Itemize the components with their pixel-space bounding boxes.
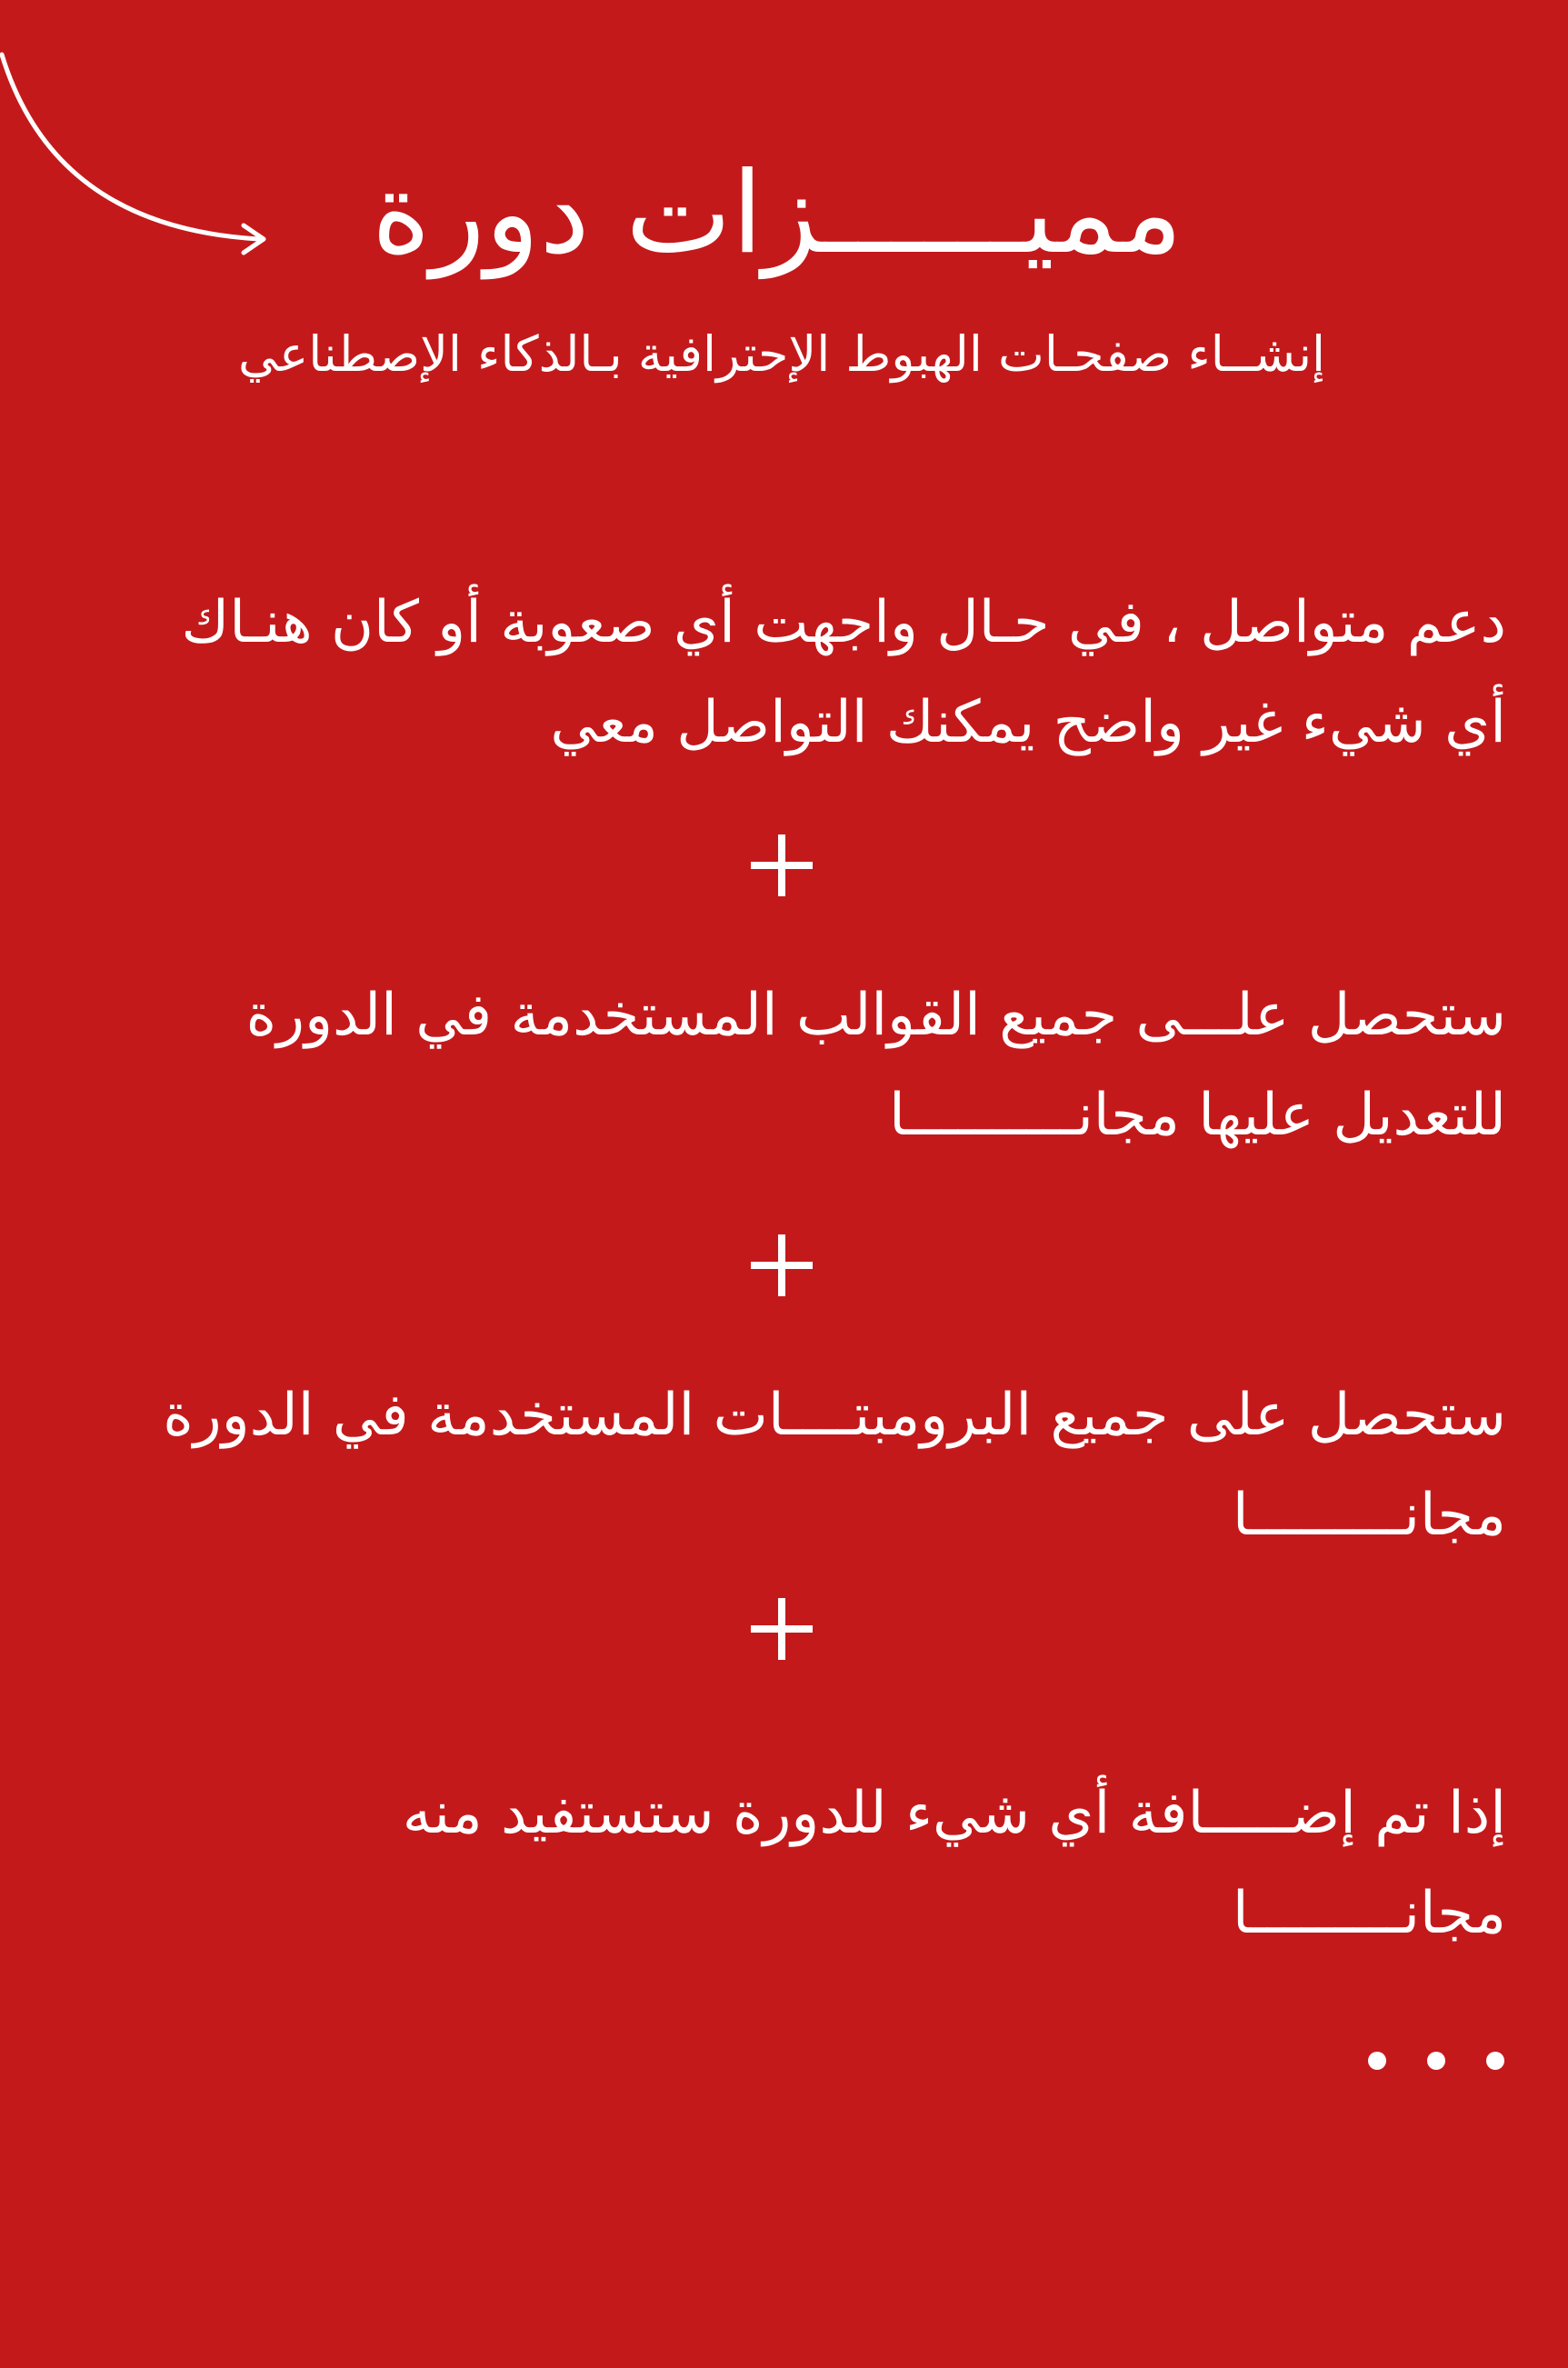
feature-text: ستحصل علـــى جميع القوالب المستخدمة في الدورة [245,982,1506,1049]
feature-text: إذا تم إضـــــافة أي شيء للدورة ستستفيد منه [402,1780,1506,1847]
curved-arrow-icon [0,0,291,273]
dot [1486,2052,1504,2070]
ellipsis-icon [1368,2047,1504,2074]
feature-text: ستحصل على جميع البرومبتــــات المستخدمة في الدورة [163,1382,1506,1449]
dot [1427,2052,1445,2070]
feature-updates [52,1764,1506,1963]
feature-text: مجانـــــــــا [1232,1880,1506,1947]
feature-text: دعم متواصل ، في حـال واجهت أي صعوبة أو كان هنـاك [181,589,1506,656]
feature-support [52,573,1506,773]
feature-text: للتعديل عليها مجانــــــــــا [888,1082,1506,1149]
plus-icon [745,829,818,902]
page-subtitle: إنشــاء صفحـات الهبوط الإحترافية بـالذكاء الإصطناعي [237,325,1326,383]
page-title: مميــــــزات دورة [371,148,1183,279]
feature-templates [52,965,1506,1165]
feature-text: أي شيء غير واضح يمكنك التواصل معي [550,689,1506,756]
dot [1368,2052,1386,2070]
plus-icon [745,1593,818,1665]
plus-icon [745,1229,818,1302]
feature-text: مجانـــــــــا [1232,1482,1506,1549]
feature-prompts [52,1365,1506,1565]
